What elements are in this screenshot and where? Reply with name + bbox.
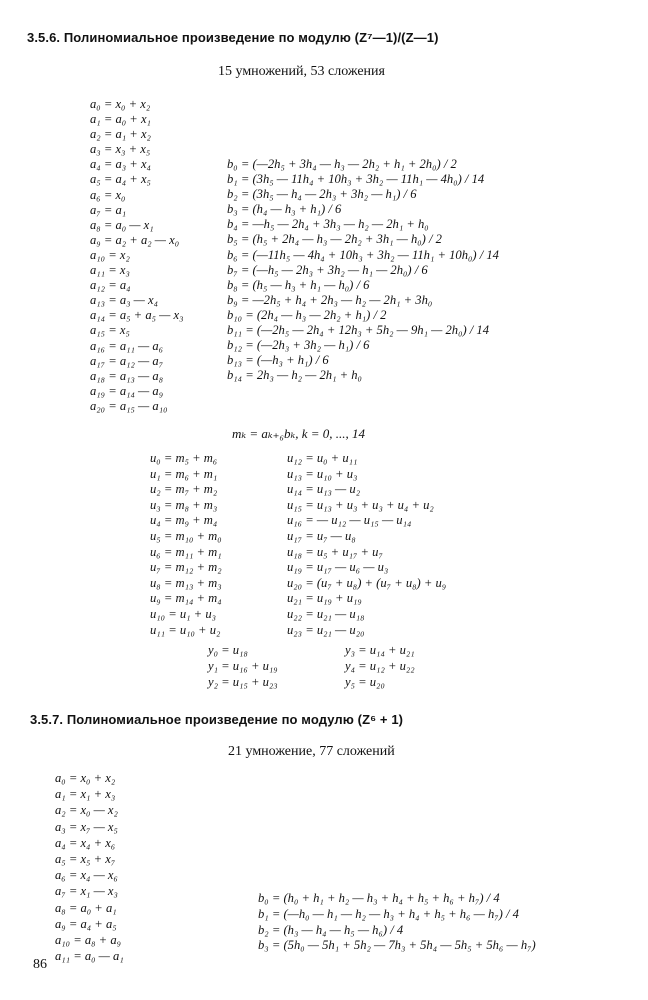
- u-equation: u₁₆ = — u₁₂ — u₁₅ — u₁₄: [287, 513, 412, 528]
- y-equations-right-column: [345, 642, 415, 690]
- b-equation: b₁₀ = (2h₄ — h₃ — 2h₂ + h₁) / 2: [227, 307, 387, 322]
- a-equation: a₉ = a₄ + a₅: [55, 916, 117, 931]
- b-equation: b₁ = (—h₀ — h₁ — h₂ — h₃ + h₄ + h₅ + h₆ — h₇) / 4: [258, 906, 519, 921]
- b-equation: b₀ = (—2h₅ + 3h₄ — h₃ — 2h₂ + h₁ + 2h₀) / 2: [227, 157, 457, 171]
- y-equation: y₁ = u₁₆ + u₁₉: [208, 659, 278, 673]
- a-equation: a₁₄ = a₅ + a₅ — x₃: [90, 308, 184, 323]
- b-equations-column: [227, 157, 499, 383]
- b-equation: b₈ = (h₅ — h₃ + h₁ — h₀) / 6: [227, 277, 370, 292]
- u-equation: u₂₂ = u₂₁ — u₁₈: [287, 606, 365, 621]
- u-equation: u₂₀ = (u₇ + u₈) + (u₇ + u₈) + u₉: [287, 575, 447, 590]
- b-equation: b₄ = —h₅ — 2h₄ + 3h₃ — h₂ — 2h₁ + h₀: [227, 217, 429, 232]
- b-equation: b₂ = (h₃ — h₄ — h₅ — h₆) / 4: [258, 922, 404, 937]
- a-equation: a₁₈ = a₁₃ — a₈: [90, 368, 164, 383]
- b-equation: b₁ = (3h₅ — 11h₄ + 10h₃ + 3h₂ — 11h₁ — 4h₀) / 14: [227, 172, 485, 187]
- u-equation: u₇ = m₁₂ + m₂: [150, 560, 222, 575]
- a-equation: a₆ = x₄ — x₆: [55, 868, 118, 883]
- b-equation: b₇ = (—h₅ — 2h₃ + 3h₂ — h₁ — 2h₀) / 6: [227, 262, 428, 277]
- u-equation: u₁₀ = u₁ + u₃: [150, 606, 216, 621]
- u-equation: u₁₄ = u₁₃ — u₂: [287, 482, 361, 497]
- a-equation: a₁₃ = a₃ — x₄: [90, 293, 158, 308]
- a-equation: a₁₆ = a₁₁ — a₆: [90, 338, 164, 353]
- a-equation: a₁ = x₁ + x₃: [55, 787, 116, 802]
- b-equation: b₃ = (h₄ — h₃ + h₁) / 6: [227, 202, 342, 217]
- a-equation: a₈ = a₀ + a₁: [55, 900, 117, 915]
- b-equations-column-2: [258, 891, 536, 954]
- u-equation: u₁₉ = u₁₇ — u₆ — u₃: [287, 560, 389, 575]
- a-equation: a₅ = x₅ + x₇: [55, 851, 116, 866]
- y-equation: y₄ = u₁₂ + u₂₂: [345, 659, 415, 673]
- u-equations-left-column: [150, 451, 222, 638]
- u-equation: u₀ = m₅ + m₆: [150, 451, 218, 465]
- a-equation: a₂₀ = a₁₅ — a₁₀: [90, 398, 168, 413]
- a-equations-column-2: [55, 770, 124, 964]
- u-equation: u₂₁ = u₁₉ + u₁₉: [287, 591, 362, 606]
- u-equation: u₁₂ = u₀ + u₁₁: [287, 451, 358, 465]
- a-equation: a₁ = a₀ + x₁: [90, 112, 151, 127]
- y-equation: y₃ = u₁₄ + u₂₁: [345, 643, 415, 657]
- a-equation: a₂ = x₀ — x₂: [55, 803, 118, 818]
- a-equation: a₁₀ = x₂: [90, 247, 130, 262]
- a-equation: a₁₁ = x₃: [90, 263, 130, 278]
- a-equation: a₀ = x₀ + x₂: [55, 771, 116, 785]
- u-equation: u₅ = m₁₀ + m₀: [150, 528, 222, 543]
- b-equation: b₁₁ = (—2h₅ — 2h₄ + 12h₃ + 5h₂ — 9h₁ — 2h₀) / 14: [227, 323, 490, 338]
- a-equation: a₁₁ = a₀ — a₁: [55, 949, 124, 964]
- section-heading-3-5-7: 3.5.7. Полиномиальное произведение по модулю (Z⁶ + 1): [30, 712, 404, 727]
- a-equation: a₁₇ = a₁₂ — a₇: [90, 353, 164, 368]
- b-equation: b₀ = (h₀ + h₁ + h₂ — h₃ + h₄ + h₅ + h₆ + h₇) / 4: [258, 891, 500, 905]
- b-equation: b₅ = (h₅ + 2h₄ — h₃ — 2h₂ + 3h₁ — h₀) / 2: [227, 232, 442, 247]
- u-equation: u₄ = m₉ + m₄: [150, 513, 218, 528]
- u-equations-right-column: [287, 451, 446, 638]
- a-equation: a₃ = x₇ — x₅: [55, 819, 118, 834]
- u-equation: u₁₃ = u₁₀ + u₃: [287, 466, 358, 481]
- a-equation: a₈ = a₀ — x₁: [90, 217, 154, 232]
- a-equation: a₇ = x₁ — x₃: [55, 884, 118, 899]
- u-equation: u₁₇ = u₇ — u₈: [287, 528, 356, 543]
- a-equation: a₇ = a₁: [90, 202, 127, 217]
- page-number: 86: [33, 957, 47, 972]
- b-equation: b₁₄ = 2h₃ — h₂ — 2h₁ + h₀: [227, 368, 362, 383]
- u-equation: u₂ = m₇ + m₂: [150, 482, 218, 497]
- u-equation: u₆ = m₁₁ + m₁: [150, 544, 222, 559]
- u-equation: u₁ = m₆ + m₁: [150, 466, 218, 481]
- a-equation: a₁₉ = a₁₄ — a₉: [90, 383, 164, 398]
- u-equation: u₂₃ = u₂₁ — u₂₀: [287, 622, 365, 637]
- section-subtitle-3-5-6: 15 умножений, 53 сложения: [218, 64, 385, 79]
- y-equation: y₅ = u₂₀: [345, 675, 385, 689]
- y-equations-left-column: [208, 642, 278, 690]
- a-equation: a₀ = x₀ + x₂: [90, 97, 151, 111]
- m-k-formula: mₖ = aₖ₊₆bₖ, k = 0, ..., 14: [232, 426, 366, 441]
- a-equation: a₂ = a₁ + x₂: [90, 127, 151, 142]
- a-equations-column: [90, 97, 183, 414]
- b-equation: b₂ = (3h₅ — h₄ — 2h₃ + 3h₂ — h₁) / 6: [227, 187, 417, 202]
- section-heading-3-5-6: 3.5.6. Полиномиальное произведение по модулю (Z⁷—1)/(Z—1): [27, 30, 439, 45]
- u-equation: u₁₁ = u₁₀ + u₂: [150, 622, 221, 637]
- a-equation: a₉ = a₂ + a₂ — x₀: [90, 232, 180, 247]
- a-equation: a₄ = x₄ + x₆: [55, 835, 116, 850]
- y-equation: y₀ = u₁₈: [208, 643, 248, 657]
- a-equation: a₁₀ = a₈ + a₉: [55, 932, 121, 947]
- a-equation: a₄ = a₃ + x₄: [90, 157, 151, 172]
- b-equation: b₁₂ = (—2h₃ + 3h₂ — h₁) / 6: [227, 338, 370, 353]
- a-equation: a₆ = x₀: [90, 187, 126, 202]
- u-equation: u₉ = m₁₄ + m₄: [150, 591, 222, 606]
- u-equation: u₁₅ = u₁₃ + u₃ + u₃ + u₄ + u₂: [287, 497, 434, 512]
- b-equation: b₁₃ = (—h₃ + h₁) / 6: [227, 353, 329, 368]
- a-equation: a₃ = x₃ + x₅: [90, 142, 151, 157]
- u-equation: u₁₈ = u₅ + u₁₇ + u₇: [287, 544, 383, 559]
- section-subtitle-3-5-7: 21 умножение, 77 сложений: [228, 744, 395, 759]
- a-equation: a₁₂ = a₄: [90, 278, 131, 293]
- b-equation: b₉ = —2h₅ + h₄ + 2h₃ — h₂ — 2h₁ + 3h₀: [227, 292, 433, 307]
- a-equation: a₁₅ = x₅: [90, 323, 130, 338]
- u-equation: u₈ = m₁₃ + m₃: [150, 575, 222, 590]
- b-equation: b₃ = (5h₀ — 5h₁ + 5h₂ — 7h₃ + 5h₄ — 5h₅ + 5h₆ — h₇): [258, 938, 536, 953]
- y-equation: y₂ = u₁₅ + u₂₃: [208, 675, 278, 689]
- b-equation: b₆ = (—11h₅ — 4h₄ + 10h₃ + 3h₂ — 11h₁ + 10h₀) / 14: [227, 247, 499, 262]
- u-equation: u₃ = m₈ + m₃: [150, 497, 218, 512]
- a-equation: a₅ = a₄ + x₅: [90, 172, 151, 187]
